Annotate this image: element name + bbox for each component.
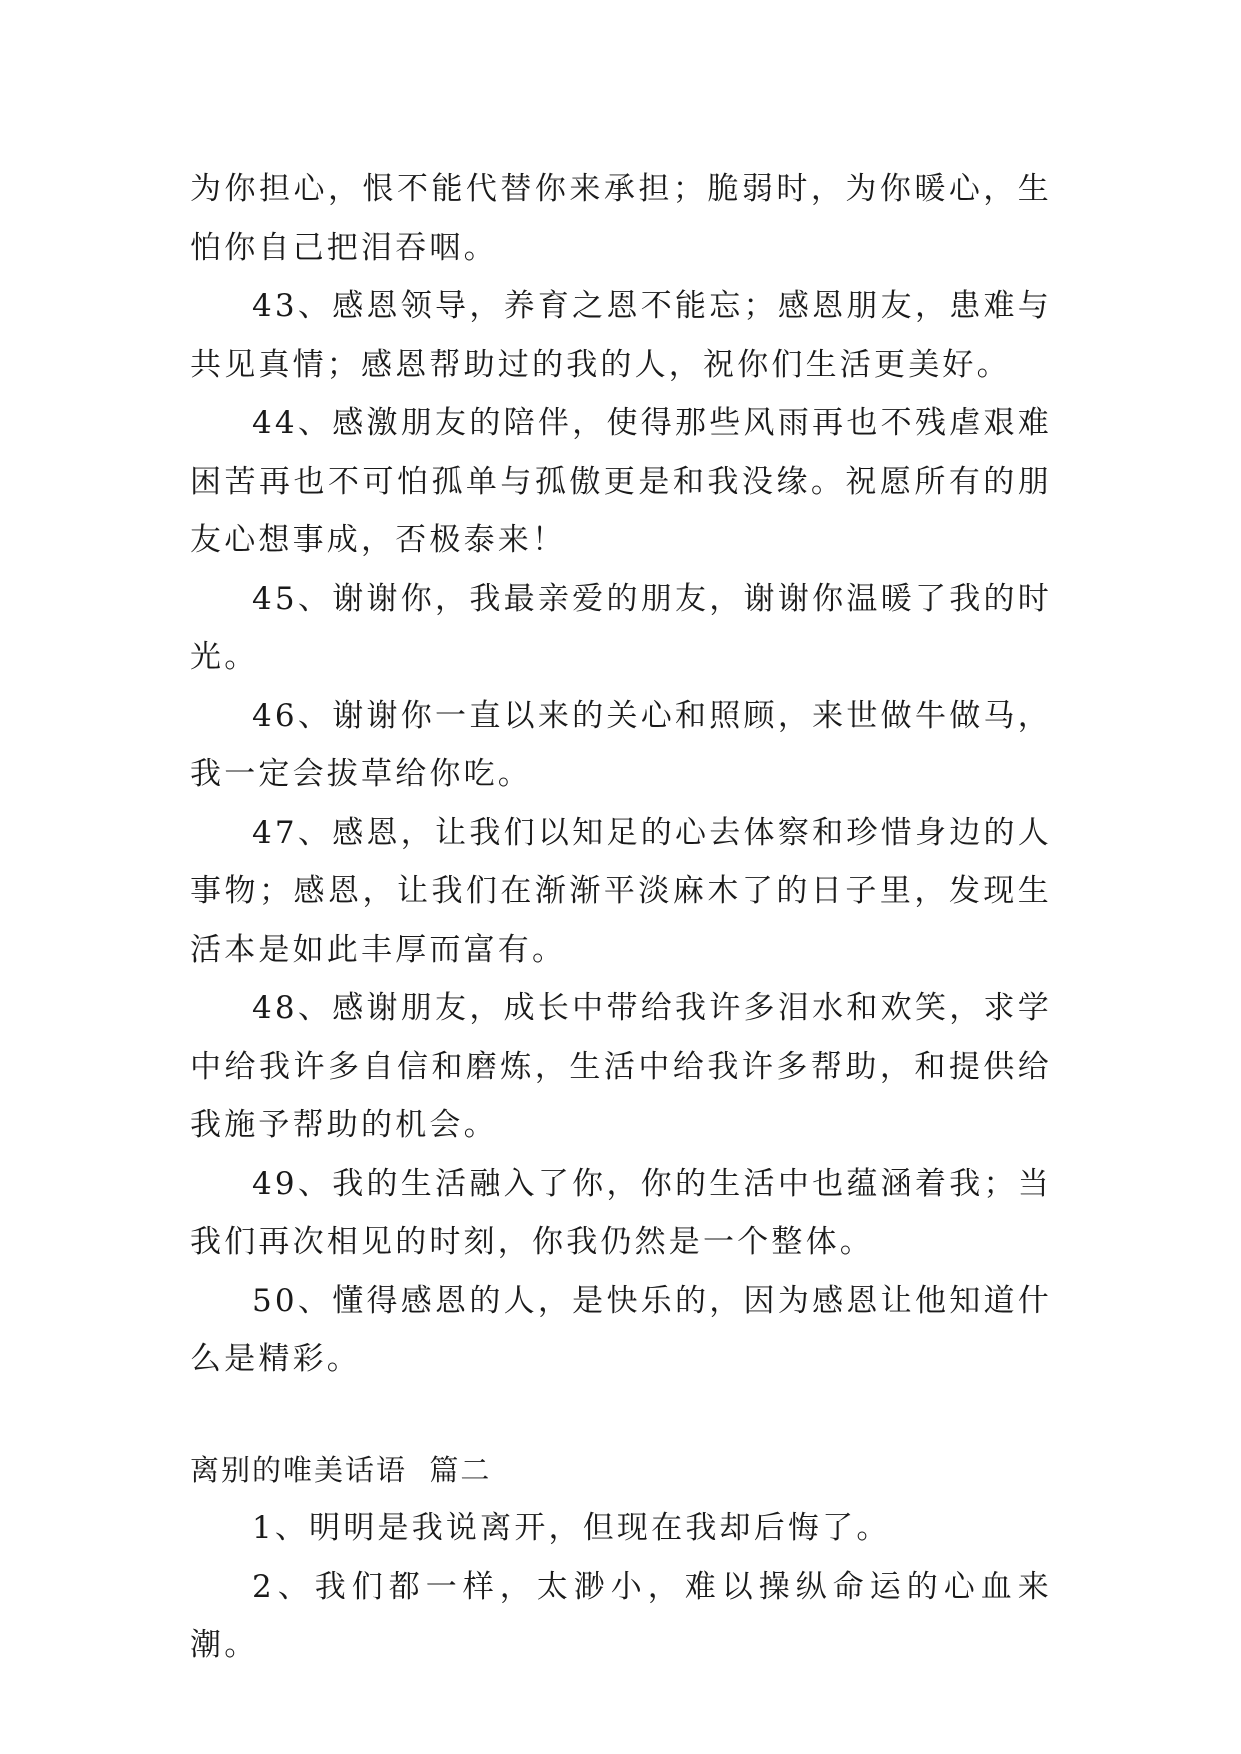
paragraph-item-44: 44、感激朋友的陪伴，使得那些风雨再也不残虐艰难困苦再也不可怕孤单与孤傲更是和我没缘。祝愿所有的朋友心想事成，否极泰来！	[190, 405, 1052, 558]
paragraph-item-46: 46、谢谢你一直以来的关心和照顾，来世做牛做马，我一定会拔草给你吃。	[190, 697, 1052, 792]
paragraph-item-49: 49、我的生活融入了你，你的生活中也蕴涵着我；当我们再次相见的时刻，你我仍然是一个整体。	[190, 1165, 1052, 1260]
paragraph-item-50: 50、懂得感恩的人，是快乐的，因为感恩让他知道什么是精彩。	[190, 1282, 1052, 1377]
paragraph-continuation: 为你担心，恨不能代替你来承担；脆弱时，为你暖心，生怕你自己把泪吞咽。	[190, 171, 1052, 266]
paragraph-item-2: 2、我们都一样，太渺小，难以操纵命运的心血来潮。	[190, 1568, 1052, 1663]
paragraph-item-48: 48、感谢朋友，成长中带给我许多泪水和欢笑，求学中给我许多自信和磨炼，生活中给我许多帮助，和提供给我施予帮助的机会。	[190, 990, 1052, 1143]
paragraph-item-45: 45、谢谢你，我最亲爱的朋友，谢谢你温暖了我的时光。	[190, 580, 1052, 675]
document-page	[190, 160, 1052, 1675]
paragraph-item-47: 47、感恩，让我们以知足的心去体察和珍惜身边的人事物；感恩，让我们在渐渐平淡麻木了的日子里，发现生活本是如此丰厚而富有。	[190, 814, 1052, 968]
paragraph-item-1: 1、明明是我说离开，但现在我却后悔了。	[252, 1510, 891, 1546]
paragraph-item-43: 43、感恩领导，养育之恩不能忘；感恩朋友，患难与共见真情；感恩帮助过的我的人，祝你们生活更美好。	[190, 288, 1052, 383]
section-title: 离别的唯美话语 篇二	[190, 1452, 492, 1487]
